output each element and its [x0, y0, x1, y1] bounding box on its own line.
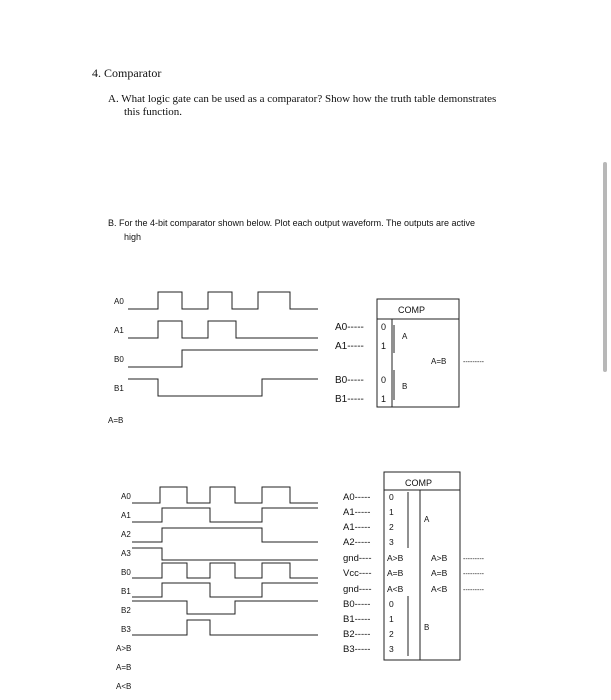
d2-label-b1: B1	[121, 587, 131, 596]
d1-label-aeqb: A=B	[108, 416, 124, 425]
chip2-output-agtb: A>B	[431, 553, 448, 563]
d1-label-b0: B0	[114, 355, 124, 364]
chip2-inputs	[343, 492, 372, 655]
chip1-body	[377, 299, 459, 407]
part-b-line2: high	[124, 232, 142, 242]
wave-d2-b3	[132, 620, 318, 635]
chip1-input-a1: A1-----	[335, 341, 364, 352]
chip2-pin-4: A>B	[387, 553, 404, 563]
chip1-pin-b0: 0	[381, 375, 387, 385]
wave-d2-a0	[132, 487, 318, 503]
wave-d1-b0	[128, 350, 318, 367]
d2-label-a1: A1	[121, 511, 131, 520]
chip1-input-a0: A0-----	[335, 322, 364, 333]
chip1-title: COMP	[398, 305, 425, 315]
chip1-pin-a1: 1	[381, 341, 387, 351]
d1-label-a1: A1	[114, 326, 124, 335]
chip2-input-0: A0-----	[343, 492, 371, 503]
chip2-group-b: B	[424, 623, 430, 632]
chip1-output-line: ---------	[463, 359, 484, 366]
chip2-input-10: B3-----	[343, 644, 371, 655]
chip2-input-1: A1-----	[343, 507, 371, 518]
wave-d2-a3	[132, 548, 318, 560]
chip2-pin-6: A<B	[387, 584, 404, 594]
wave-d2-a2	[132, 528, 318, 542]
chip2-input-6: gnd----	[343, 584, 372, 595]
part-a-line1: A. What logic gate can be used as a comparator? Show how the truth table demonstrates	[108, 93, 497, 105]
chip2-input-3: A2-----	[343, 537, 371, 548]
d2-label-altb: A<B	[116, 682, 132, 691]
wave-d1-a0	[128, 292, 318, 309]
chip2-input-7: B0-----	[343, 599, 371, 610]
chip2-group-a: A	[424, 515, 430, 524]
part-a-line2: this function.	[124, 106, 183, 118]
wave-d2-b2	[132, 601, 318, 614]
chip2-input-9: B2-----	[343, 629, 371, 640]
chip1-group-b: B	[402, 382, 408, 391]
chip2-pins	[387, 492, 404, 654]
d2-label-b0: B0	[121, 568, 131, 577]
chip2-pin-7: 0	[389, 599, 394, 609]
chip2-input-4: gnd----	[343, 553, 372, 564]
chip2-output-line-3: ---------	[463, 587, 484, 594]
d2-label-b2: B2	[121, 606, 131, 615]
chip2-pin-2: 2	[389, 522, 394, 532]
d2-label-b3: B3	[121, 625, 131, 634]
chip2-input-2: A1-----	[343, 522, 371, 533]
chip2-output-line-2: ---------	[463, 571, 484, 578]
chip1-pin-b1: 1	[381, 394, 387, 404]
question-title: 4. Comparator	[92, 66, 162, 80]
wave-d2-b0	[132, 563, 318, 578]
chip2-pin-1: 1	[389, 507, 394, 517]
chip1-output-aeqb: A=B	[431, 357, 447, 366]
chip2-title: COMP	[405, 478, 432, 488]
chip2-output-aeqb: A=B	[431, 568, 448, 578]
chip2-pin-3: 3	[389, 537, 394, 547]
chip1-input-b1: B1-----	[335, 394, 364, 405]
chip2-output-line-1: ---------	[463, 556, 484, 563]
chip2-body	[384, 472, 460, 660]
d1-label-a0: A0	[114, 297, 124, 306]
chip2-pin-10: 3	[389, 644, 394, 654]
chip2-output-altb: A<B	[431, 584, 448, 594]
d2-label-a0: A0	[121, 492, 131, 501]
part-b-line1: B. For the 4-bit comparator shown below. Plot each output waveform. The outputs are active	[108, 218, 476, 228]
chip2-pin-9: 2	[389, 629, 394, 639]
d2-label-a3: A3	[121, 549, 131, 558]
wave-d2-b1	[132, 583, 318, 597]
d1-label-b1: B1	[114, 384, 124, 393]
chip2-pin-8: 1	[389, 614, 394, 624]
wave-d2-a1	[132, 508, 318, 522]
chip2-input-8: B1-----	[343, 614, 371, 625]
chip1-pin-a0: 0	[381, 322, 387, 332]
d2-label-a2: A2	[121, 530, 131, 539]
d2-label-aeqb: A=B	[116, 663, 132, 672]
chip2-input-5: Vcc----	[343, 568, 372, 579]
chip2-pin-0: 0	[389, 492, 394, 502]
chip1-group-a: A	[402, 332, 408, 341]
d2-label-agtb: A>B	[116, 644, 132, 653]
wave-d1-a1	[128, 321, 318, 338]
wave-d1-b1	[128, 379, 318, 396]
chip1-input-b0: B0-----	[335, 375, 364, 386]
chip2-pin-5: A=B	[387, 568, 404, 578]
